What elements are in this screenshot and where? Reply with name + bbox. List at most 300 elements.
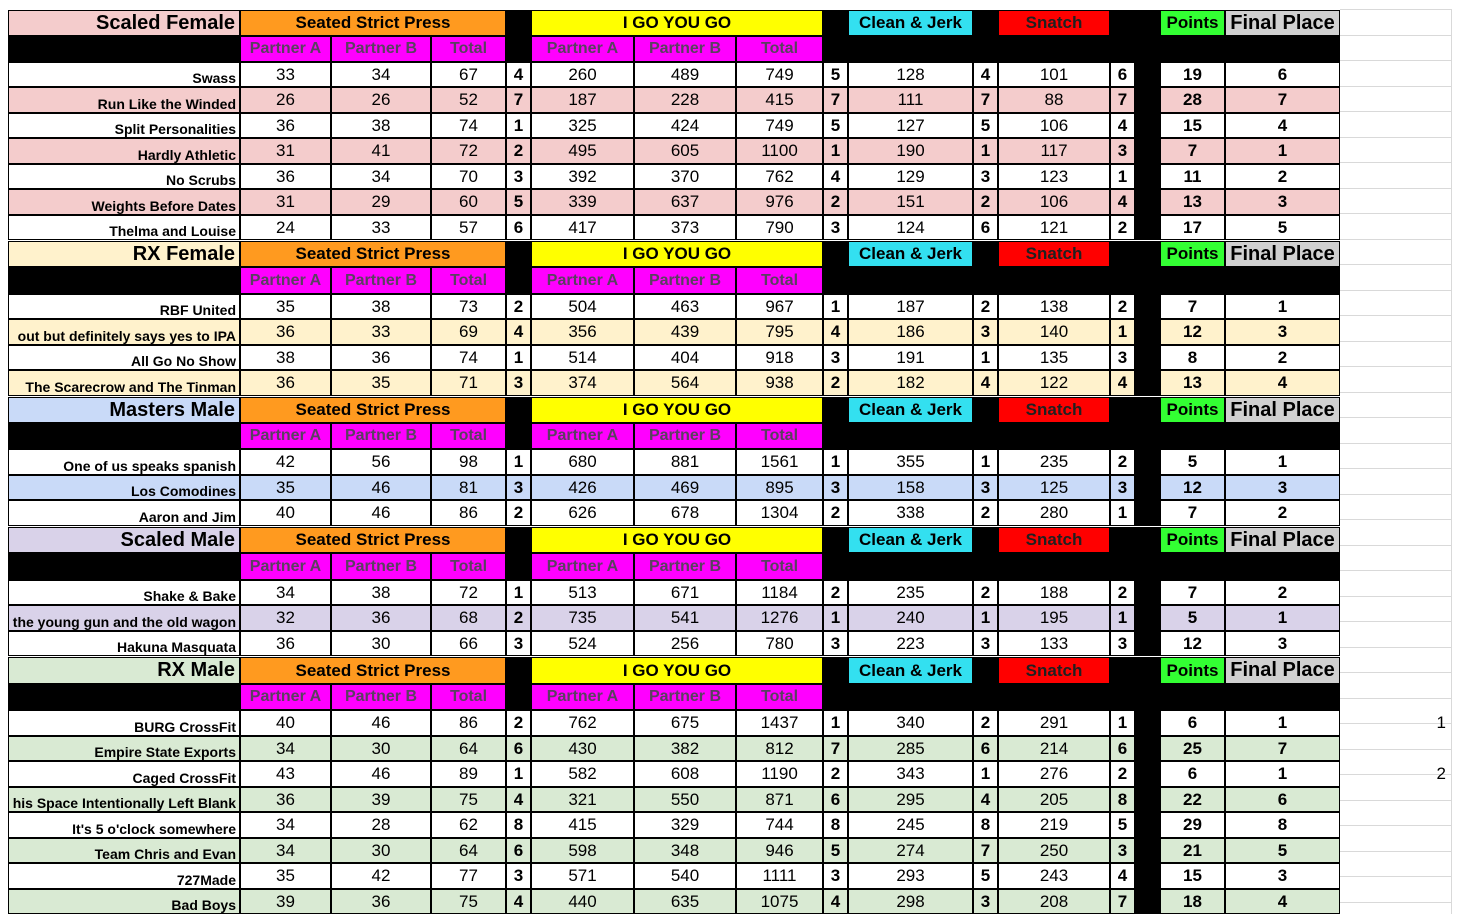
ssp-rank: 6 [506, 838, 531, 863]
clean-jerk-rank: 5 [973, 863, 998, 889]
divider [1135, 138, 1160, 164]
clean-jerk-rank: 7 [973, 838, 998, 863]
ssp-partner-b: 38 [331, 294, 431, 319]
event-header-clean-jerk: Clean & Jerk [848, 527, 973, 553]
divider [1135, 631, 1160, 656]
ssp-partner-a: 42 [240, 449, 331, 475]
partner-b-header: Partner B [331, 684, 431, 710]
clean-jerk-weight: 274 [848, 838, 973, 863]
igyg-total: 762 [736, 164, 823, 189]
snatch-weight: 205 [998, 787, 1110, 812]
points-value: 8 [1160, 345, 1225, 370]
divider [1135, 189, 1160, 215]
event-header-i-go-you-go: I GO YOU GO [531, 241, 823, 267]
partner-b-header: Partner B [634, 423, 736, 449]
snatch-weight: 235 [998, 449, 1110, 475]
ssp-partner-b: 41 [331, 138, 431, 164]
event-header-clean-jerk: Clean & Jerk [848, 241, 973, 267]
snatch-weight: 140 [998, 319, 1110, 345]
igyg-rank: 3 [823, 631, 848, 656]
ssp-partner-b: 36 [331, 605, 431, 631]
igyg-partner-b: 424 [634, 113, 736, 138]
divider [506, 241, 531, 267]
divider [1135, 345, 1160, 370]
snatch-rank: 8 [1110, 787, 1135, 812]
snatch-rank: 2 [1110, 294, 1135, 319]
ssp-partner-a: 34 [240, 736, 331, 761]
divider [973, 397, 998, 423]
clean-jerk-weight: 151 [848, 189, 973, 215]
igyg-total: 1184 [736, 580, 823, 605]
divider [506, 267, 531, 294]
ssp-partner-a: 40 [240, 500, 331, 526]
igyg-partner-a: 260 [531, 62, 634, 87]
points-value: 17 [1160, 215, 1225, 240]
team-name: the young gun and the old wagon [8, 605, 240, 631]
ssp-partner-a: 33 [240, 62, 331, 87]
ssp-rank: 5 [506, 189, 531, 215]
ssp-total: 74 [431, 345, 506, 370]
snatch-rank: 4 [1110, 189, 1135, 215]
event-header-snatch: Snatch [998, 397, 1110, 423]
ssp-partner-a: 35 [240, 863, 331, 889]
ssp-rank: 3 [506, 475, 531, 500]
igyg-total: 1304 [736, 500, 823, 526]
partner-a-header: Partner A [240, 684, 331, 710]
team-name: Empire State Exports [8, 736, 240, 761]
final-place-value: 4 [1225, 113, 1340, 138]
snatch-weight: 106 [998, 189, 1110, 215]
igyg-rank: 1 [823, 138, 848, 164]
team-name: 727Made [8, 863, 240, 889]
final-place-header: Final Place [1225, 241, 1340, 267]
igyg-partner-b: 348 [634, 838, 736, 863]
points-value: 18 [1160, 889, 1225, 914]
clean-jerk-rank: 1 [973, 449, 998, 475]
igyg-total: 1276 [736, 605, 823, 631]
team-name: his Space Intentionally Left Blank [8, 787, 240, 812]
snatch-rank: 2 [1110, 580, 1135, 605]
clean-jerk-weight: 190 [848, 138, 973, 164]
clean-jerk-weight: 245 [848, 812, 973, 838]
clean-jerk-rank: 3 [973, 164, 998, 189]
division-title: RX Male [8, 657, 240, 684]
igyg-partner-b: 489 [634, 62, 736, 87]
igyg-partner-a: 415 [531, 812, 634, 838]
igyg-partner-a: 426 [531, 475, 634, 500]
team-name: It's 5 o'clock somewhere [8, 812, 240, 838]
igyg-rank: 3 [823, 863, 848, 889]
partner-a-header: Partner A [531, 36, 634, 62]
divider [973, 10, 998, 36]
team-name: The Scarecrow and The Tinman [8, 370, 240, 396]
event-header-seated-strict-press: Seated Strict Press [240, 657, 506, 684]
divider [1135, 812, 1160, 838]
points-value: 5 [1160, 605, 1225, 631]
igyg-rank: 1 [823, 710, 848, 736]
igyg-partner-b: 608 [634, 761, 736, 787]
snatch-rank: 1 [1110, 500, 1135, 526]
partner-b-header: Partner B [634, 553, 736, 580]
clean-jerk-weight: 240 [848, 605, 973, 631]
igyg-partner-a: 582 [531, 761, 634, 787]
divider [506, 527, 531, 553]
ssp-rank: 1 [506, 761, 531, 787]
ssp-partner-a: 36 [240, 370, 331, 396]
total-header: Total [431, 36, 506, 62]
igyg-partner-a: 356 [531, 319, 634, 345]
snatch-weight: 133 [998, 631, 1110, 656]
team-name: No Scrubs [8, 164, 240, 189]
subheader-blank [823, 423, 1340, 449]
ssp-total: 89 [431, 761, 506, 787]
igyg-total: 749 [736, 62, 823, 87]
points-value: 15 [1160, 113, 1225, 138]
event-header-clean-jerk: Clean & Jerk [848, 397, 973, 423]
final-place-value: 6 [1225, 62, 1340, 87]
snatch-weight: 219 [998, 812, 1110, 838]
igyg-partner-b: 564 [634, 370, 736, 396]
clean-jerk-weight: 343 [848, 761, 973, 787]
ssp-rank: 1 [506, 113, 531, 138]
points-value: 12 [1160, 475, 1225, 500]
snatch-rank: 6 [1110, 62, 1135, 87]
ssp-total: 98 [431, 449, 506, 475]
ssp-rank: 6 [506, 736, 531, 761]
igyg-total: 415 [736, 87, 823, 113]
ssp-rank: 2 [506, 500, 531, 526]
divider [1135, 475, 1160, 500]
total-header: Total [431, 423, 506, 449]
clean-jerk-rank: 4 [973, 62, 998, 87]
divider [1135, 113, 1160, 138]
snatch-rank: 3 [1110, 475, 1135, 500]
snatch-rank: 7 [1110, 889, 1135, 914]
divider [1135, 449, 1160, 475]
igyg-partner-b: 605 [634, 138, 736, 164]
points-value: 6 [1160, 710, 1225, 736]
igyg-total: 1100 [736, 138, 823, 164]
subheader-blank [8, 267, 240, 294]
ssp-partner-b: 38 [331, 113, 431, 138]
ssp-total: 52 [431, 87, 506, 113]
points-header: Points [1160, 10, 1225, 36]
clean-jerk-rank: 6 [973, 736, 998, 761]
clean-jerk-rank: 8 [973, 812, 998, 838]
ssp-total: 77 [431, 863, 506, 889]
igyg-partner-b: 404 [634, 345, 736, 370]
subheader-blank [8, 553, 240, 580]
igyg-partner-b: 463 [634, 294, 736, 319]
total-header: Total [431, 267, 506, 294]
divider [1135, 736, 1160, 761]
clean-jerk-weight: 285 [848, 736, 973, 761]
ssp-rank: 4 [506, 889, 531, 914]
final-place-value: 6 [1225, 787, 1340, 812]
divider [1135, 787, 1160, 812]
igyg-partner-b: 881 [634, 449, 736, 475]
points-value: 7 [1160, 294, 1225, 319]
igyg-partner-b: 373 [634, 215, 736, 240]
snatch-weight: 276 [998, 761, 1110, 787]
igyg-total: 1111 [736, 863, 823, 889]
ssp-partner-b: 56 [331, 449, 431, 475]
team-name: BURG CrossFit [8, 710, 240, 736]
snatch-weight: 195 [998, 605, 1110, 631]
igyg-rank: 5 [823, 838, 848, 863]
igyg-partner-b: 469 [634, 475, 736, 500]
divider [823, 10, 848, 36]
clean-jerk-rank: 1 [973, 761, 998, 787]
ssp-partner-a: 34 [240, 812, 331, 838]
igyg-partner-b: 675 [634, 710, 736, 736]
ssp-total: 64 [431, 838, 506, 863]
divider [1110, 657, 1160, 684]
igyg-partner-b: 635 [634, 889, 736, 914]
divider [1110, 241, 1160, 267]
partner-a-header: Partner A [531, 267, 634, 294]
snatch-weight: 280 [998, 500, 1110, 526]
divider [1135, 500, 1160, 526]
igyg-partner-b: 329 [634, 812, 736, 838]
igyg-total: 895 [736, 475, 823, 500]
ssp-partner-b: 29 [331, 189, 431, 215]
snatch-weight: 101 [998, 62, 1110, 87]
igyg-total: 967 [736, 294, 823, 319]
igyg-partner-a: 504 [531, 294, 634, 319]
ssp-rank: 3 [506, 631, 531, 656]
clean-jerk-weight: 293 [848, 863, 973, 889]
final-place-value: 8 [1225, 812, 1340, 838]
final-place-value: 3 [1225, 475, 1340, 500]
partner-a-header: Partner A [531, 553, 634, 580]
partner-a-header: Partner A [240, 36, 331, 62]
clean-jerk-rank: 2 [973, 189, 998, 215]
ssp-total: 74 [431, 113, 506, 138]
igyg-rank: 4 [823, 889, 848, 914]
snatch-rank: 7 [1110, 87, 1135, 113]
igyg-partner-b: 228 [634, 87, 736, 113]
event-header-seated-strict-press: Seated Strict Press [240, 527, 506, 553]
points-value: 13 [1160, 189, 1225, 215]
final-place-value: 3 [1225, 631, 1340, 656]
partner-b-header: Partner B [331, 553, 431, 580]
ssp-total: 72 [431, 138, 506, 164]
igyg-rank: 2 [823, 370, 848, 396]
igyg-partner-b: 678 [634, 500, 736, 526]
subheader-blank [823, 684, 1340, 710]
divider [973, 241, 998, 267]
igyg-partner-a: 321 [531, 787, 634, 812]
final-place-header: Final Place [1225, 657, 1340, 684]
ssp-partner-a: 34 [240, 838, 331, 863]
ssp-total: 86 [431, 710, 506, 736]
final-place-value: 2 [1225, 500, 1340, 526]
divider [1135, 838, 1160, 863]
divider [1135, 710, 1160, 736]
ssp-partner-a: 43 [240, 761, 331, 787]
points-value: 6 [1160, 761, 1225, 787]
igyg-total: 1561 [736, 449, 823, 475]
total-header: Total [736, 267, 823, 294]
partner-b-header: Partner B [331, 36, 431, 62]
ssp-total: 60 [431, 189, 506, 215]
team-name: Bad Boys [8, 889, 240, 914]
divider [1135, 164, 1160, 189]
total-header: Total [736, 36, 823, 62]
points-value: 12 [1160, 631, 1225, 656]
ssp-rank: 2 [506, 294, 531, 319]
subheader-blank [8, 423, 240, 449]
clean-jerk-weight: 223 [848, 631, 973, 656]
snatch-weight: 138 [998, 294, 1110, 319]
clean-jerk-weight: 186 [848, 319, 973, 345]
snatch-weight: 123 [998, 164, 1110, 189]
igyg-partner-b: 439 [634, 319, 736, 345]
team-name: Aaron and Jim [8, 500, 240, 526]
team-name: Weights Before Dates [8, 189, 240, 215]
clean-jerk-weight: 298 [848, 889, 973, 914]
igyg-partner-b: 671 [634, 580, 736, 605]
final-place-value: 1 [1225, 138, 1340, 164]
ssp-partner-b: 30 [331, 838, 431, 863]
ssp-partner-a: 34 [240, 580, 331, 605]
clean-jerk-weight: 158 [848, 475, 973, 500]
final-place-value: 1 [1225, 605, 1340, 631]
ssp-partner-b: 34 [331, 62, 431, 87]
ssp-total: 72 [431, 580, 506, 605]
divider [1135, 370, 1160, 396]
team-name: Hardly Athletic [8, 138, 240, 164]
clean-jerk-weight: 127 [848, 113, 973, 138]
total-header: Total [431, 684, 506, 710]
points-value: 12 [1160, 319, 1225, 345]
ssp-partner-b: 46 [331, 475, 431, 500]
clean-jerk-weight: 128 [848, 62, 973, 87]
final-place-value: 3 [1225, 319, 1340, 345]
final-place-value: 3 [1225, 863, 1340, 889]
clean-jerk-rank: 6 [973, 215, 998, 240]
ssp-partner-a: 38 [240, 345, 331, 370]
clean-jerk-rank: 4 [973, 787, 998, 812]
igyg-total: 871 [736, 787, 823, 812]
ssp-partner-a: 36 [240, 113, 331, 138]
igyg-partner-a: 514 [531, 345, 634, 370]
partner-a-header: Partner A [531, 423, 634, 449]
igyg-rank: 3 [823, 215, 848, 240]
event-header-snatch: Snatch [998, 241, 1110, 267]
event-header-seated-strict-press: Seated Strict Press [240, 397, 506, 423]
snatch-rank: 1 [1110, 710, 1135, 736]
clean-jerk-rank: 3 [973, 889, 998, 914]
ssp-rank: 7 [506, 87, 531, 113]
divider [973, 527, 998, 553]
ssp-total: 86 [431, 500, 506, 526]
clean-jerk-weight: 187 [848, 294, 973, 319]
ssp-rank: 1 [506, 580, 531, 605]
team-name: Shake & Bake [8, 580, 240, 605]
subheader-blank [8, 36, 240, 62]
snatch-weight: 125 [998, 475, 1110, 500]
ssp-total: 81 [431, 475, 506, 500]
igyg-partner-a: 495 [531, 138, 634, 164]
ssp-total: 73 [431, 294, 506, 319]
ssp-partner-b: 46 [331, 710, 431, 736]
snatch-weight: 214 [998, 736, 1110, 761]
ssp-rank: 3 [506, 863, 531, 889]
clean-jerk-rank: 5 [973, 113, 998, 138]
divider [1135, 580, 1160, 605]
points-header: Points [1160, 241, 1225, 267]
igyg-total: 946 [736, 838, 823, 863]
partner-b-header: Partner B [331, 267, 431, 294]
divider [823, 241, 848, 267]
ssp-partner-b: 33 [331, 319, 431, 345]
snatch-rank: 1 [1110, 164, 1135, 189]
divider [823, 657, 848, 684]
igyg-rank: 8 [823, 812, 848, 838]
team-name: Swass [8, 62, 240, 87]
divider [506, 684, 531, 710]
ssp-rank: 2 [506, 605, 531, 631]
snatch-rank: 2 [1110, 761, 1135, 787]
ssp-partner-a: 35 [240, 475, 331, 500]
ssp-total: 62 [431, 812, 506, 838]
igyg-total: 749 [736, 113, 823, 138]
snatch-weight: 106 [998, 113, 1110, 138]
ssp-total: 66 [431, 631, 506, 656]
event-header-i-go-you-go: I GO YOU GO [531, 397, 823, 423]
ssp-partner-b: 35 [331, 370, 431, 396]
snatch-rank: 6 [1110, 736, 1135, 761]
igyg-total: 744 [736, 812, 823, 838]
ssp-total: 68 [431, 605, 506, 631]
division-title: RX Female [8, 241, 240, 267]
divider [506, 36, 531, 62]
team-name: out but definitely says yes to IPA [8, 319, 240, 345]
ssp-rank: 6 [506, 215, 531, 240]
clean-jerk-rank: 4 [973, 370, 998, 396]
divider [1135, 605, 1160, 631]
snatch-weight: 243 [998, 863, 1110, 889]
event-header-i-go-you-go: I GO YOU GO [531, 10, 823, 36]
snatch-weight: 135 [998, 345, 1110, 370]
igyg-partner-a: 187 [531, 87, 634, 113]
ssp-partner-b: 33 [331, 215, 431, 240]
clean-jerk-weight: 182 [848, 370, 973, 396]
partner-a-header: Partner A [240, 423, 331, 449]
igyg-total: 812 [736, 736, 823, 761]
final-place-value: 7 [1225, 736, 1340, 761]
igyg-partner-b: 541 [634, 605, 736, 631]
clean-jerk-rank: 2 [973, 580, 998, 605]
divider [1110, 527, 1160, 553]
team-name: Hakuna Masquata [8, 631, 240, 656]
final-place-value: 3 [1225, 189, 1340, 215]
igyg-rank: 3 [823, 475, 848, 500]
igyg-partner-a: 339 [531, 189, 634, 215]
igyg-total: 1190 [736, 761, 823, 787]
points-value: 29 [1160, 812, 1225, 838]
igyg-partner-a: 325 [531, 113, 634, 138]
ssp-rank: 4 [506, 787, 531, 812]
divider [1135, 294, 1160, 319]
divider [506, 423, 531, 449]
total-header: Total [736, 553, 823, 580]
points-value: 28 [1160, 87, 1225, 113]
igyg-rank: 5 [823, 113, 848, 138]
snatch-rank: 3 [1110, 345, 1135, 370]
